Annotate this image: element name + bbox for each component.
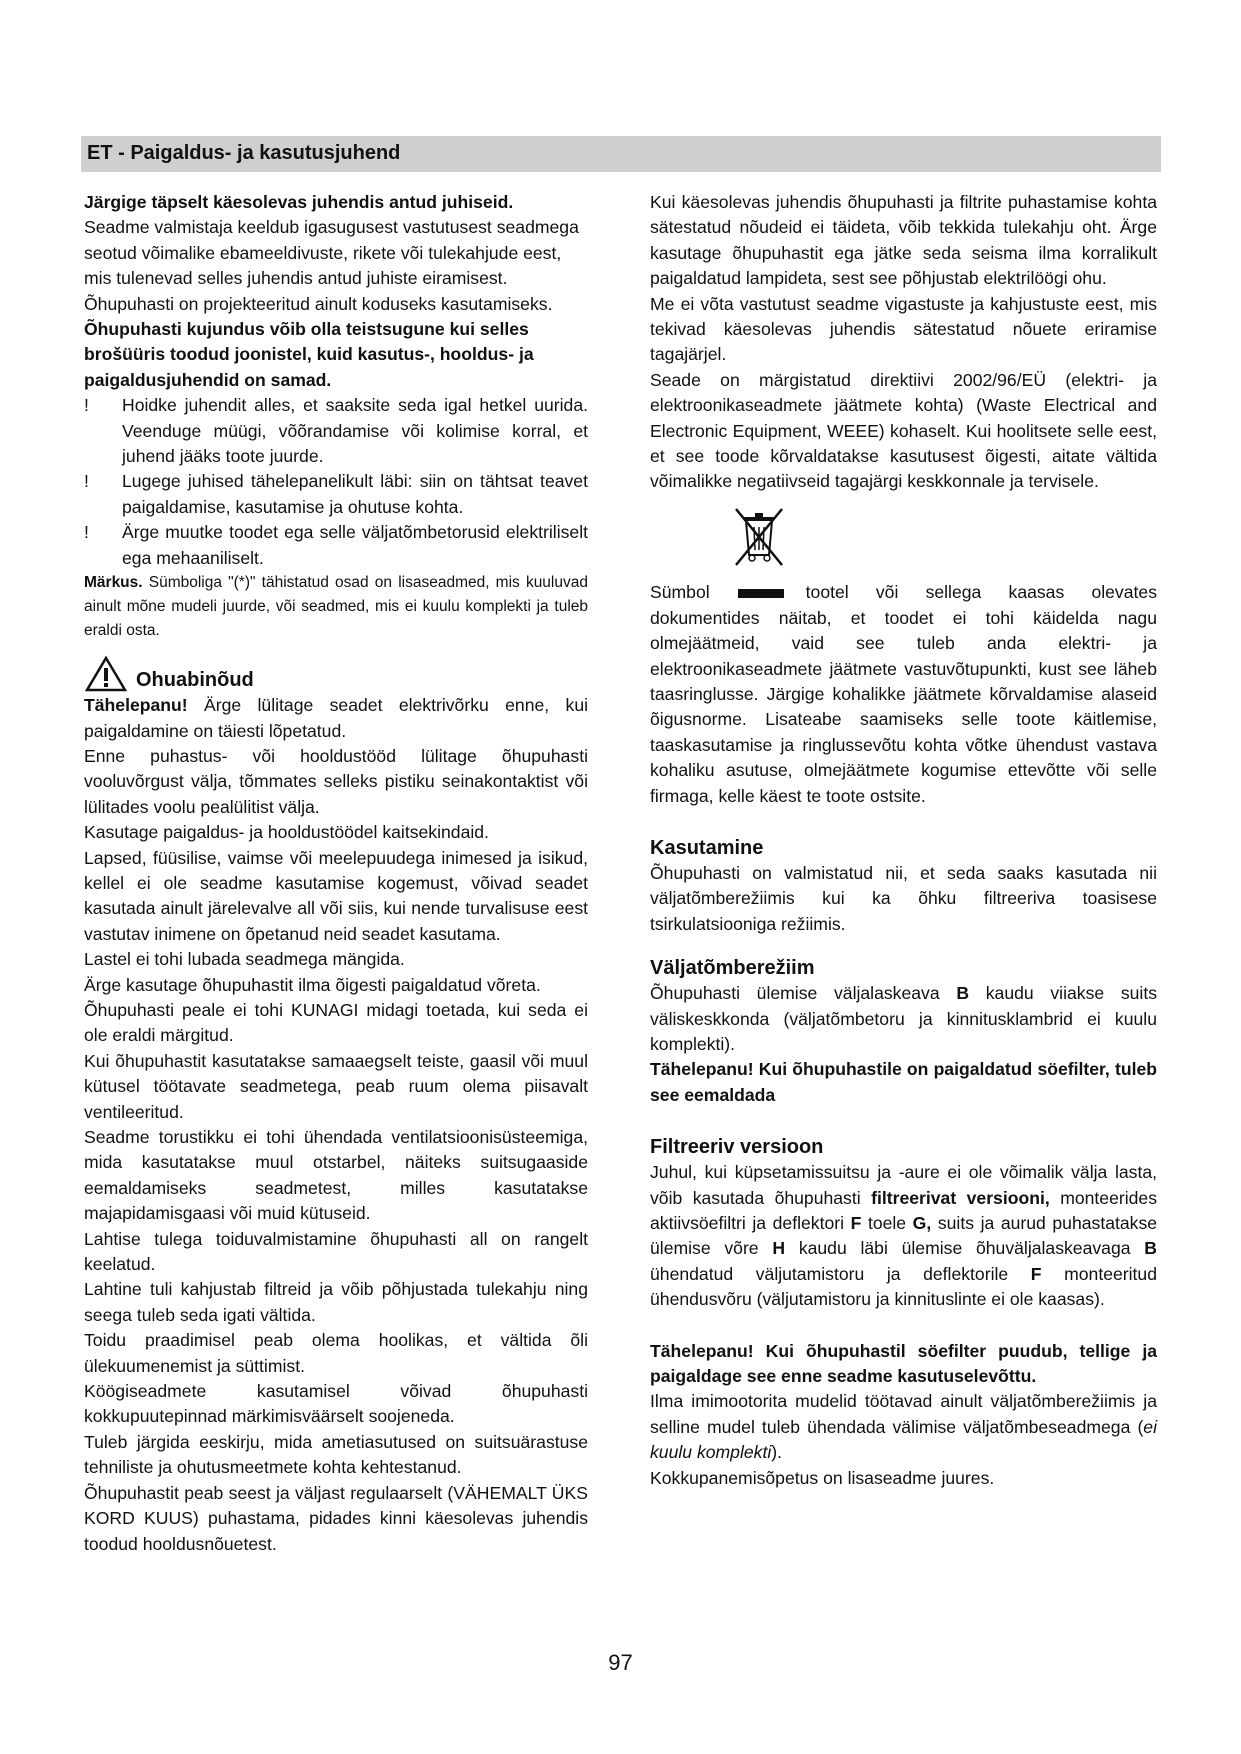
warning-title: Ohuabinõud [136,669,254,692]
label-f: F [850,1213,862,1233]
fire-risk-paragraph: Kui käesolevas juhendis õhupuhasti ja filtrite puhastamise kohta sätestatud nõudeid ei täideta, võib tekkida tulekahju oht. Ärge kasutage õhupuhastit ega jätke seda seisma ilma korralikult paigaldatud lampideta, sest see põhjustab elektrilöögi ohu. [650,192,1157,289]
valjatombe-text-b: kaudu viiakse suits väliskeskkonda (väljatõmbetoru ja kinnitusklambrid ei kuulu komplekti). [650,983,1158,1054]
valjatombe-text [650,981,1157,1057]
safety-paragraph: Õhupuhastit peab seest ja väljast regulaarselt (VÄHEMALT ÜKS KORD KUUS) puhastama, pidades kinni käesolevas juhendis toodud hooldusnõuetest. [84,1482,588,1554]
motor-text-b: ). [771,1442,783,1463]
safety-paragraph: Toidu praadimisel peab olema hoolikas, et vältida õli ülekuumenemist ja süttimist. [84,1330,588,1376]
symbol-paragraph [650,580,1157,809]
safety-paragraph: Seadme torustikku ei tohi ühendada ventilatsioonisüsteemiga, mida kasutatakse muul otstarbel, näiteks suitsugaaside eemaldamiseks seadmetest, milles kasutatakse majapidamisgaasi või muid kütuseid. [84,1127,588,1224]
motor-italic: ei kuulu komplekti [650,1416,1157,1463]
filtr-text-b: monteerides aktiivsöefiltri ja deflektori [650,1187,1158,1233]
safety-paragraph: Enne puhastus- või hooldustööd lülitage õhupuhasti vooluvõrgust välja, tõmmates selleks pistiku seinakontaktist või lülitades voolu pealülitist välja. [84,745,588,817]
safety-paragraph: Lahtise tulega toiduvalmistamine õhupuhasti all on rangelt keelatud. [84,1228,588,1275]
note-text: Sümboliga "(*)" tähistatud osad on lisaseadmed, mis kuuluvad ainult mõne mudeli juurde, või seadmed, mis ei kuulu komplekti ja tuleb eraldi osta. [84,574,588,640]
weee-paragraph: Seade on märgistatud direktiivi 2002/96/EÜ (elektri- ja elektroonikaseadmete jäätmete kohta) (Waste Electrical and Electronic Equipment, WEEE) kohaselt. Kui hoolitsete selle eest, et see toode kõrvaldatakse kasutusest õigesti, aitate vältida võimalikke negatiivseid tagajärgi keskkonnale ja tervisele. [650,369,1157,492]
valjatombe-attention: Tähelepanu! Kui õhupuhastile on paigaldatud söefilter, tuleb see eemaldada [650,1059,1157,1105]
label-g: G, [912,1213,932,1233]
bullet-mark: ! [84,471,89,492]
filtreeriv-title: Filtreeriv versioon [650,1136,824,1159]
symbol-word: Sümbol [650,582,710,603]
filtreeriv-attention: Tähelepanu! Kui õhupuhastil söefilter puudub, tellige ja paigaldage see enne seadme kasutuselevõttu. [650,1340,1157,1387]
bullet-item [84,520,588,571]
safety-paragraph: Lastel ei tohi lubada seadmega mängida. [84,949,405,970]
filtr-bold: filtreerivat versiooni, [871,1187,1050,1208]
bullet-text: Ärge muutke toodet ega selle väljatõmbetorusid elektriliselt ega mehaaniliselt. [122,522,588,568]
section-header-bar [81,136,1161,172]
attention-paragraph [84,693,588,744]
liability-paragraph: Me ei võta vastutust seadme vigastuste ja kahjustuste eest, mis tekivad käesolevas juhendis sätestatud nõuete eriramise tagajärjel. [650,293,1157,365]
design-note: Õhupuhasti kujundus võib olla teistsugune kui selles brošüüris toodud joonistel, kuid kasutus-, hooldus- ja paigaldusjuhendid on samad. [84,319,534,390]
label-f: F [1030,1263,1042,1284]
safety-paragraph: Kui õhupuhastit kasutatakse samaaegselt teiste, gaasil või muul kütusel töötavate seadmetega, peab ruum olema piisavalt ventileeritud. [84,1050,588,1122]
safety-paragraph: Ärge kasutage õhupuhastit ilma õigesti paigaldatud võreta. [84,974,541,995]
symbol-text: tootel või sellega kaasas olevates dokumentides näitab, et toodet ei tohi käidelda nagu olmejäätmeid, vaid see tuleb anda elektri- ja elektroonikaseadmete jäätmete vastuvõtupunkti, kust see läheb taasringlusse. Järgige kohalikke jäätmete kõrvaldamise alaseid õigusnorme. Lisateabe saamiseks selle toote käitlemise, taaskasutamise ja ringlussevõtu kohta võtke ühendust vastava kohaliku asutuse, olmejäätmete kogumise ettevõtte või selle firmaga, kelle käest te toote ostsite. [650,582,1157,806]
safety-paragraph: Kasutage paigaldus- ja hooldustöödel kaitsekindaid. [84,822,489,843]
attention-text: Ärge lülitage seadet elektrivõrku enne, kui paigaldamine on täiesti lõpetatud. [84,695,589,741]
filtr-text-f: ühendatud väljutamistoru ja deflektorile [650,1263,1009,1284]
kasutamine-text: Õhupuhasti on valmistatud nii, et seda saaks kasutada nii väljatõmberežiimis kui ka õhku filtreeriva toasisese tsirkulatsiooniga režiimis. [650,862,1157,934]
safety-paragraph: Tuleb järgida eeskirju, mida ametiasutused on suitsuärastuse tehniliste ja ohutusmeetmete kohta kehtestanud. [84,1431,588,1478]
label-b: B [956,983,970,1004]
valjatombe-title: Väljatõmberežiim [650,957,815,980]
filtr-text-d: suits ja aurud puhastatakse ülemise võre [650,1213,1158,1259]
attention-label: Tähelepanu! [84,695,188,716]
page-number: 97 [608,1650,633,1675]
bullet-mark: ! [84,395,89,416]
safety-paragraph: Köögiseadmete kasutamisel võivad õhupuhasti kokkupuutepinnad märkimisväärselt soojeneda. [84,1381,588,1427]
bullet-mark: ! [84,522,89,543]
filtr-text-c: toele [867,1213,907,1233]
bullet-text: Hoidke juhendit alles, et saaksite seda igal hetkel uurida. Veenduge müügi, võõrandamise või kolimise korral, et juhend jääks toote juurde. [122,395,588,467]
label-b: B [1144,1238,1157,1259]
safety-paragraph: Õhupuhasti peale ei tohi KUNAGI midagi toetada, kui seda ei ole eraldi märgitud. [84,999,588,1046]
label-h: H [772,1238,786,1259]
bullet-item [84,393,588,469]
kasutamine-title: Kasutamine [650,836,764,859]
intro-bold: Järgige täpselt käesolevas juhendis antud juhiseid. [84,192,514,212]
filtr-text-g: monteeritud ühendusvõru (väljutamistoru ja kinnituslinte ei ole kaasas). [650,1263,1158,1310]
warning-heading [84,655,588,693]
bullet-item [84,469,588,520]
right-column [650,190,1157,1491]
filtr-text-a: Juhul, kui küpsetamissuitsu ja -aure ei ole võimalik välja lasta, võib kasutada õhupuhasti [650,1162,1157,1208]
bullet-text: Lugege juhised tähelepanelikult läbi: siin on tähtsat teavet paigaldamise, kasutamise ja ohutuse kohta. [122,471,588,517]
safety-paragraph: Lapsed, füüsilise, vaimse või meelepuudega inimesed ja isikud, kellel ei ole seadme kasutamise kogemust, võivad seadet kasutada ainult järelevalve all või siis, kui nende turvalisuse eest vastutav inimene on õpetanud neid seadet kasutama. [84,847,588,944]
note-label: Märkus. [84,574,143,592]
assembly-paragraph: Kokkupanemisõpetus on lisaseadme juures. [650,1467,995,1488]
note-paragraph [84,571,588,643]
crossed-bin-icon [730,503,790,573]
filtreeriv-text [650,1160,1157,1312]
motor-text-a: Ilma imimootorita mudelid töötavad ainult väljatõmberežiimis ja selline mudel tuleb ühendada välimise väljatõmbeseadmega ( [650,1391,1157,1437]
intro-text: Seadme valmistaja keeldub igasugusest vastutusest seadmega seotud võimalike ebameeldivuste, rikete või tulekahjude eest, mis tulenevad selles juhendis antud juhiste eiramisest. Õhupuhasti on projekteeritud ainult koduseks kasutamiseks. [84,217,579,314]
black-bar-symbol-icon [738,589,784,598]
filtr-text-e: kaudu läbi ülemise õhuväljalaskeavaga [798,1238,1131,1259]
valjatombe-text-a: Õhupuhasti ülemise väljalaskeava [650,983,940,1004]
safety-paragraph: Lahtine tuli kahjustab filtreid ja võib põhjustada tulekahju ning seega tuleb seda igati vältida. [84,1279,588,1325]
section-title: ET - Paigaldus- ja kasutusjuhend [87,142,401,164]
warning-triangle-icon [84,655,128,693]
motor-paragraph [650,1389,1157,1465]
left-column [84,190,588,1557]
